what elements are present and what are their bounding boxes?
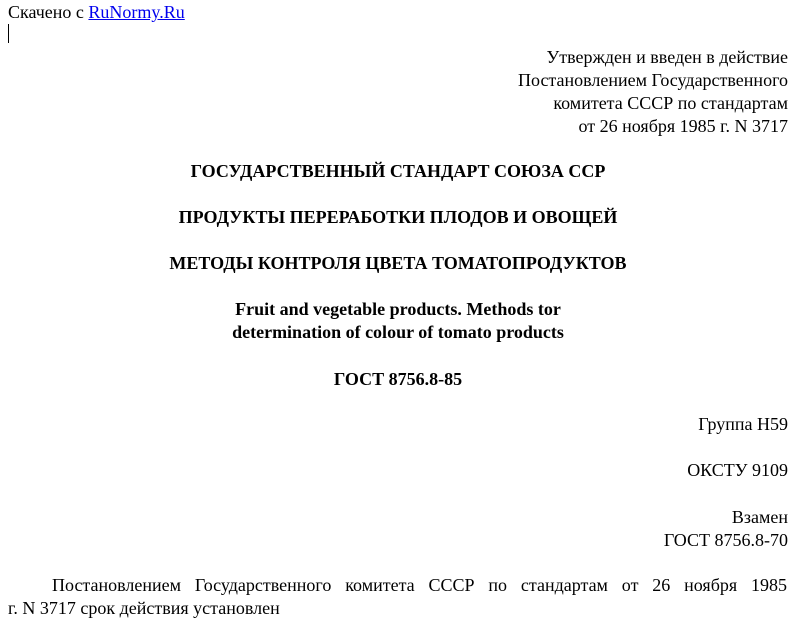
group-code: Группа Н59: [698, 414, 788, 434]
products-heading: ПРОДУКТЫ ПЕРЕРАБОТКИ ПЛОДОВ И ОВОЩЕЙ: [178, 207, 618, 227]
approval-line: Утвержден и введен в действие: [546, 47, 788, 67]
text-cursor: [8, 24, 9, 43]
replaces-gost: ГОСТ 8756.8-70: [663, 530, 788, 550]
paragraph-line: Постановлением Государственного комитета СССР по стандартам от 26 ноября 1985: [52, 575, 787, 595]
english-title-line: Fruit and vegetable products. Methods tor: [235, 299, 561, 319]
methods-heading: МЕТОДЫ КОНТРОЛЯ ЦВЕТА ТОМАТОПРОДУКТОВ: [169, 253, 627, 273]
replaces-label: Взамен: [731, 507, 788, 527]
english-title-line: determination of colour of tomato products: [232, 322, 564, 342]
gost-number: ГОСТ 8756.8-85: [333, 369, 463, 389]
approval-line: от 26 ноября 1985 г. N 3717: [578, 116, 788, 136]
state-standard-heading: ГОСУДАРСТВЕННЫЙ СТАНДАРТ СОЮЗА ССР: [190, 161, 606, 181]
oksty-code: ОКСТУ 9109: [687, 460, 788, 480]
runormy-link[interactable]: RuNormy.Ru: [88, 2, 185, 22]
paragraph-line: г. N 3717 срок действия установлен: [8, 598, 280, 618]
approval-line: Постановлением Государственного: [518, 70, 788, 90]
download-source-line: [8, 1, 185, 23]
download-prefix: Скачено с: [8, 2, 89, 22]
approval-line: комитета СССР по стандартам: [553, 93, 788, 113]
